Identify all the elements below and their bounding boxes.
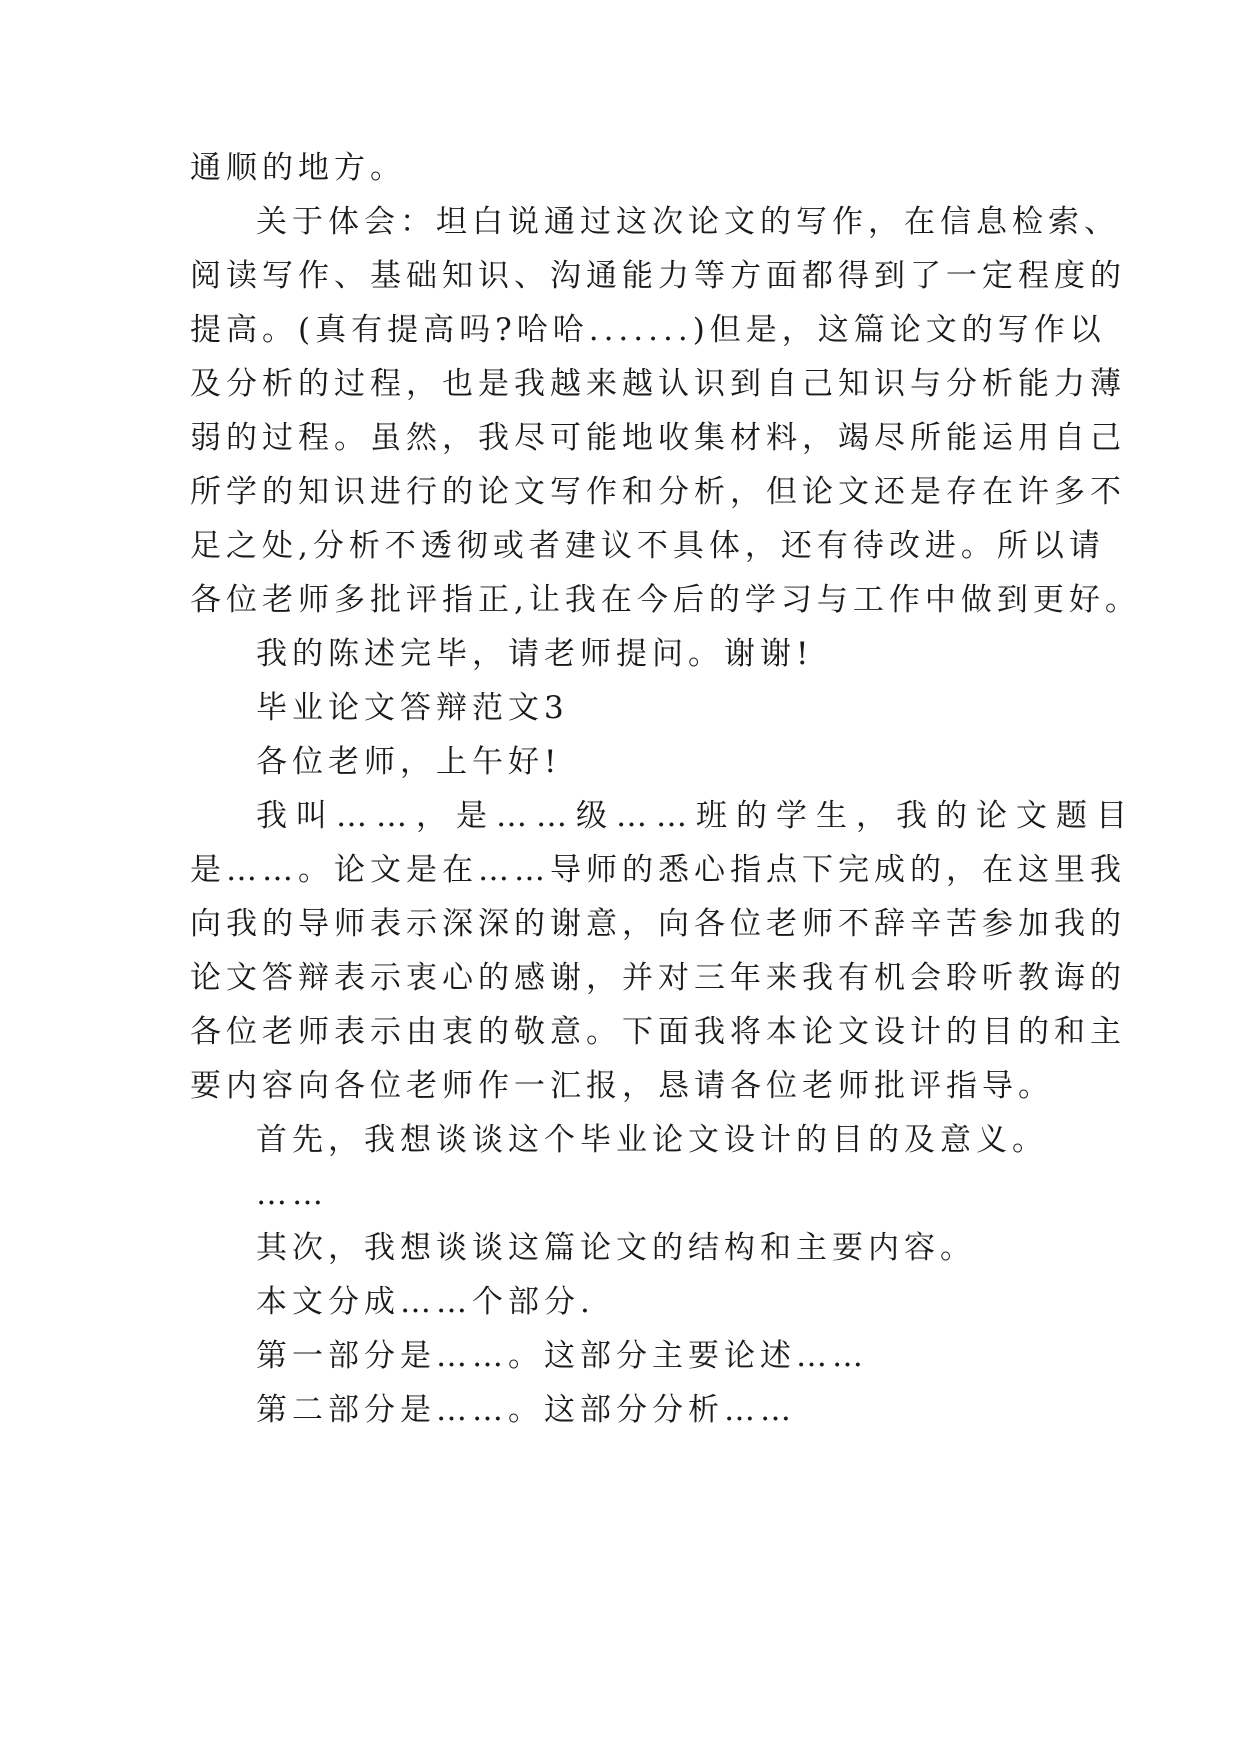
ellipsis-line: …… bbox=[256, 1176, 328, 1212]
body-text-line: 论文答辩表示衷心的感谢，并对三年来我有机会聆听教诲的 bbox=[190, 960, 1126, 996]
body-text-line: 阅读写作、基础知识、沟通能力等方面都得到了一定程度的 bbox=[190, 258, 1126, 294]
body-text-line: 是……。论文是在……导师的悉心指点下完成的，在这里我 bbox=[190, 852, 1126, 888]
body-text-line: 向我的导师表示深深的谢意，向各位老师不辞辛苦参加我的 bbox=[190, 906, 1126, 942]
body-text-line: 首先，我想谈谈这个毕业论文设计的目的及意义。 bbox=[256, 1122, 1048, 1158]
body-text-line: 要内容向各位老师作一汇报，恳请各位老师批评指导。 bbox=[190, 1068, 1054, 1104]
body-text-line: 所学的知识进行的论文写作和分析，但论文还是存在许多不 bbox=[190, 474, 1126, 510]
body-text-line: 我叫……，是……级……班的学生，我的论文题目 bbox=[256, 798, 1136, 834]
body-text-line: 及分析的过程，也是我越来越认识到自己知识与分析能力薄 bbox=[190, 366, 1126, 402]
body-text-line: 弱的过程。虽然，我尽可能地收集材料，竭尽所能运用自己 bbox=[190, 420, 1126, 456]
body-text-line: 本文分成……个部分. bbox=[256, 1284, 595, 1320]
body-text-line: 提高。(真有提高吗?哈哈.......)但是，这篇论文的写作以 bbox=[190, 312, 1106, 348]
body-text-line: 各位老师表示由衷的敬意。下面我将本论文设计的目的和主 bbox=[190, 1014, 1126, 1050]
body-text-line: 通顺的地方。 bbox=[190, 150, 406, 186]
body-text-line: 第一部分是……。这部分主要论述…… bbox=[256, 1338, 868, 1374]
body-text-line: 其次，我想谈谈这篇论文的结构和主要内容。 bbox=[256, 1230, 976, 1266]
body-text-line: 关于体会：坦白说通过这次论文的写作，在信息检索、 bbox=[256, 204, 1120, 240]
body-text-line: 足之处,分析不透彻或者建议不具体，还有待改进。所以请 bbox=[190, 528, 1105, 564]
body-text-line: 第二部分是……。这部分分析…… bbox=[256, 1392, 796, 1428]
body-text-line: 我的陈述完毕，请老师提问。谢谢! bbox=[256, 636, 814, 672]
body-text-line: 各位老师多批评指正,让我在今后的学习与工作中做到更好。 bbox=[190, 582, 1141, 618]
section-heading: 毕业论文答辩范文3 bbox=[256, 690, 569, 726]
greeting-line: 各位老师，上午好! bbox=[256, 744, 562, 780]
